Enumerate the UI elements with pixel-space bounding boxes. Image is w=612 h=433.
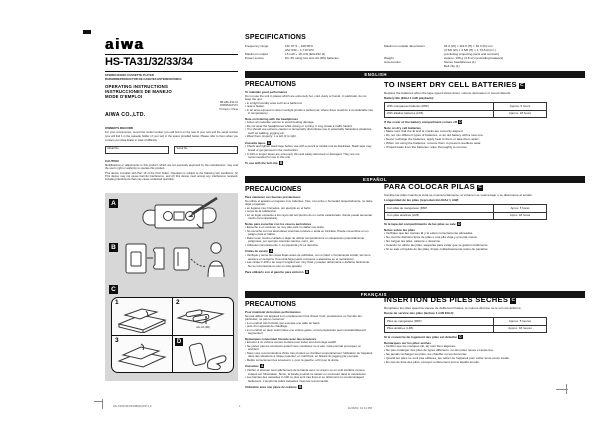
spec-value-dimensions-mm: 91.2 (W) × 116.5 (H) × 36.3 (D) mm bbox=[444, 44, 493, 48]
heading-cassette-en: Cassette tapes A bbox=[245, 140, 271, 145]
battery-notes-heading-en: Note on dry cell batteries bbox=[384, 125, 421, 130]
caution-paragraph-1: Modifications or adjustments to this product, which are not expressly approved by the manufacturer, may void the user's right or authority to operate this product. bbox=[105, 163, 238, 171]
battery-notes-heading-es: Notas sobre las pilas bbox=[384, 227, 415, 232]
table-cell-type: Piles alcalines (LR6) bbox=[385, 325, 494, 332]
bullet-item: • Make sure that the ⊕ and ⊖ marks are correctly aligned. bbox=[384, 130, 585, 134]
caution-paragraph-2: This device complies with Part 15 of the FCC Rules. Operation is subject to the following two conditions: (1) This device may not cause harmful interference, and (2) this device must accept any interference received, including interference that may cause undesired operation. bbox=[105, 171, 238, 182]
bullet-item: • cerca de la calefacción bbox=[245, 210, 373, 214]
figure-ref-c: C bbox=[478, 185, 482, 190]
batteries-intro-es: Cambie las pilas cuando la cinta se mueva lentamente, el volumen se vuelva bajo o se distorsione el sonido. bbox=[384, 192, 533, 197]
battery-notes-heading-fr: Remarques sur les piles sèches bbox=[384, 340, 431, 345]
figure-panel bbox=[105, 193, 238, 381]
battery-life-table-fr bbox=[384, 317, 547, 332]
document-codes bbox=[220, 101, 238, 111]
precautions-section-es bbox=[245, 186, 373, 275]
bullet-item: • Never recharge the batteries, apply heat to them or take them apart. bbox=[384, 138, 585, 142]
table-row bbox=[385, 212, 547, 219]
figure-ref-a: A bbox=[267, 140, 271, 145]
divider bbox=[105, 54, 238, 55]
bullet-item: • No mezcle distintos tipos de pilas o una pila vieja y una pila nueva. bbox=[384, 236, 585, 240]
figure-ref-b: B bbox=[305, 269, 309, 274]
bullet-item: • Las cintas C-100 o de mayor longitud son muy finas y pueden deformarse o dañarse fácilmente. No se recomienda su uso en este aparato. bbox=[245, 261, 373, 268]
bullet-item: • Ne jamais recharger les piles, les chauffer ou les démonter. bbox=[384, 353, 585, 357]
bullet-item: • Les bandes des cassettes C-100 ou plus sont très fines et se déforment ou s'endommagent facilement. L'emploi de telles cassettes n'est pas recommandé. bbox=[245, 376, 373, 383]
bullet-item: • Utilícelos correctamente: L es izquierda y R es derecha. bbox=[245, 244, 373, 248]
battery-steps-box bbox=[111, 297, 234, 373]
spec-label-power: Power source bbox=[245, 55, 264, 60]
bullet-item: • En cas de fuite des piles, essuyez entièrement tout le liquide écoulé. bbox=[384, 361, 585, 365]
specifications-right bbox=[384, 45, 585, 68]
figure-label-c: C bbox=[109, 285, 118, 294]
battery-life-heading-es: Longevidad de las pilas (reproducción EIAJ 1 mW) bbox=[384, 198, 459, 203]
bullet-item: • When not using the batteries, remove them to prevent needless wear. bbox=[384, 142, 585, 146]
heading-performance-fr: Pour maintenir de bonnes performances bbox=[245, 310, 301, 314]
heading-performance-es: Para mantener sus buenas prestaciones bbox=[245, 195, 301, 199]
bullet-item: • near a heater bbox=[245, 105, 373, 109]
crop-mark bbox=[94, 401, 102, 402]
figure-label-d: D bbox=[176, 339, 182, 346]
figure-label-a: A bbox=[109, 199, 118, 208]
spec-value-accessory-1: Stereo headphones (1) bbox=[444, 59, 476, 64]
spec-value-fm: FM: 87.5 – 108 MHz bbox=[285, 44, 314, 48]
cover-heading-es: Si la tapa del compartimiento de las pilas se sale D bbox=[384, 221, 461, 227]
bullet-item: • en un lugar expuesto a los rayos del sol (dentro de un coche estacionado, donde puede aumentar mucho la temperatura) bbox=[245, 214, 373, 221]
figure-ref-b: B bbox=[299, 384, 302, 389]
printed-in: Printed in China bbox=[219, 107, 238, 111]
footer-file-reference: HS-TA31/32/33/34B(1)AKP 2,3 bbox=[113, 404, 152, 408]
batteries-section-es bbox=[384, 183, 585, 251]
figure-ref-c: C bbox=[511, 298, 516, 303]
bullet-item: • Do not mix different types of batteries, or an old battery with a new one. bbox=[384, 134, 585, 138]
company-name: AIWA CO.,LTD. bbox=[105, 111, 146, 118]
figure-ref-d: D bbox=[459, 119, 462, 124]
bullet-item: • en lugares muy húmedos, por ejemplo en el baño bbox=[245, 207, 373, 211]
table-cell-type: With manganese batteries (R6P) bbox=[385, 103, 494, 110]
bullet-item: • Vérifier et éliminer tout relâchement de la bande avec un crayon ou un outil similaire comme indiqué sur l'illustration. Sinon, la bande pourrait se casser ou s'enrouler dans le mécanisme. bbox=[245, 369, 373, 376]
spec-value-weight: Approx. 106 g (3.8 oz) (excluding batteries) bbox=[444, 55, 504, 60]
step-number-2: 2 bbox=[176, 299, 180, 307]
table-cell-type: Piles au manganèse (R6P) bbox=[385, 318, 494, 325]
spec-label-output: Maximum output bbox=[245, 51, 268, 56]
bullet-item: • Ne pas mélanger des piles de types différents, ou des piles neuve et ancienne. bbox=[384, 349, 585, 353]
table-cell-type: With alkaline batteries (LR6) bbox=[385, 110, 494, 117]
heading-cassette-fr: Cassettes A bbox=[245, 364, 264, 369]
spec-value-dimensions-note: (excluding projecting parts and controls) bbox=[444, 51, 499, 56]
spec-label-dimensions: Maximum outside dimensions bbox=[384, 44, 425, 48]
bullet-item: • Si se sale el líquido de las pilas, limpie cuidadosamente antes de sacarlas. bbox=[384, 248, 585, 252]
intro-performance-fr: Ne pas utiliser cet appareil à un emplacement très chaud, froid, poussiéreux ou humide. En particulier, ne pas le conserver: bbox=[245, 313, 362, 322]
bullet-item: • Wear them properly: L is left, R is right. bbox=[245, 135, 373, 139]
heading-performance-en: To maintain good performance bbox=[245, 90, 288, 94]
cover-heading-fr: Si le couvercle du logement des piles est détaché D bbox=[384, 334, 462, 340]
step-number-1: 1 bbox=[115, 299, 119, 307]
bullet-item: • Check and tighten slack tape before use with a pencil or similar tool as illustrated. Slack tape may break or get jammed in the mechanism. bbox=[245, 145, 373, 152]
heading-headphones-en: Note on listening with the headphones bbox=[245, 116, 298, 121]
bullet-item: • Écouter à un volume sonore modéré pour éviter tout dommage auditif. bbox=[245, 341, 373, 345]
aiwa-logo: aiwa bbox=[105, 36, 145, 53]
bullet-item: • Ne portez pas les écouteurs quand vous conduisez ou à vélo. Cela pourrait provoquer un accident. bbox=[245, 345, 373, 352]
cover-heading-en: If the cover of the battery compartment comes off D bbox=[384, 119, 462, 125]
instructions-line-es: INSTRUCCIONES DE MANEJO bbox=[105, 88, 172, 94]
owners-record-heading: OWNER'S RECORD bbox=[105, 125, 134, 130]
serial-no-box: Serial No. bbox=[174, 146, 238, 154]
specifications-left bbox=[245, 45, 377, 61]
table-row bbox=[385, 318, 547, 325]
batteries-section-fr bbox=[384, 296, 585, 364]
language-label-english: ENGLISH bbox=[364, 71, 387, 77]
battery-life-table-es bbox=[384, 204, 547, 219]
table-row bbox=[385, 103, 547, 110]
intro-performance-en: Do not use the unit in places which are extremely hot, cold, dusty or humid. In particular, do not keep the unit: bbox=[245, 93, 367, 102]
bullet-item: • If liquid leaks from the batteries, wipe thoroughly to remove. bbox=[384, 146, 585, 150]
batteries-intro-fr: Remplacer les piles quand la vitesse de défilement baisse, le volume diminue ou le son est déformé. bbox=[384, 305, 522, 310]
close-battery-cover-illustration bbox=[115, 343, 169, 369]
table-row bbox=[385, 205, 547, 212]
batteries-title-es: PARA COLOCAR PILAS C bbox=[384, 182, 482, 191]
belt-clip-illustration bbox=[120, 239, 235, 279]
table-cell-life: Approx. 18 hours bbox=[494, 110, 547, 117]
table-row bbox=[385, 325, 547, 332]
footer-timestamp: 11/26/02, 10:14 PM bbox=[347, 406, 372, 410]
battery-size-caption: size AA (R6) bbox=[196, 326, 210, 330]
precautions-title-en: PRECAUTIONS bbox=[245, 81, 296, 88]
bullet-item: • No cargue las pilas, caliente o desarme. bbox=[384, 240, 585, 244]
step-number-3: 3 bbox=[115, 337, 119, 345]
table-cell-type: Con pilas alcalinas (LR6) bbox=[385, 212, 494, 219]
figure-ref-b: B bbox=[279, 161, 283, 166]
precautions-section-fr bbox=[245, 301, 373, 390]
caution-heading: CAUTION bbox=[105, 158, 119, 163]
open-battery-compartment-illustration bbox=[115, 307, 169, 333]
heading-belt-clip-fr: Utilisation avec une pince de ceinture B bbox=[245, 384, 302, 390]
batteries-title-en: TO INSERT DRY CELL BATTERIES C bbox=[384, 80, 524, 89]
batteries-intro-en: Replace the batteries when the tape speed slows down, volume decreases or sound distorts. bbox=[384, 90, 512, 95]
figure-label-b: B bbox=[109, 243, 118, 252]
divider bbox=[112, 335, 233, 336]
table-cell-type: Con pilas de manganeso (R6P) bbox=[385, 205, 494, 212]
spec-value-power: DC 3V using two size AA (R6) batteries bbox=[285, 55, 339, 60]
bullet-item: • in an area exposed to direct sunlight (inside a parked car, where there could be a considerable rise in temperature) bbox=[245, 109, 373, 116]
bullet-item: • You should use extreme caution or temporarily discontinue use in potentially hazardous situations, such as walking, jogging etc. bbox=[245, 128, 373, 135]
bullet-item: • Cuando no utilice las pilas, sáquelas para evitar que se gasten inútilmente. bbox=[384, 244, 585, 248]
table-cell-life: Approx. 5 hours bbox=[494, 103, 547, 110]
bullet-item: • Escuche a un volumen no muy alto para no dañar sus oídos. bbox=[245, 226, 373, 230]
batteries-title-fr: INSERTION DES PILES SECHES C bbox=[384, 295, 516, 304]
crop-mark bbox=[566, 384, 567, 394]
heading-headphones-fr: Remarques concernant l'écoute avec des écouteurs bbox=[245, 336, 317, 341]
precautions-title-es: PRECAUCIONES bbox=[245, 186, 302, 193]
table-row bbox=[385, 110, 547, 117]
bullet-item: • Listen at moderate volume to avoid hearing damage. bbox=[245, 121, 373, 125]
bullet-item: • in a high humidity area such as a bathroom bbox=[245, 102, 373, 106]
figure-ref-a: A bbox=[270, 249, 273, 254]
figure-ref-c: C bbox=[520, 83, 524, 88]
bullet-item: • C-100 or longer tapes are extremely thin and easily deformed or damaged. They are not recommended for use in this unit. bbox=[245, 153, 373, 160]
intro-performance-es: No utilice el aparato en lugares muy calientes, fríos, con polvo o humedad. Especialmente, no debe dejar el aparato: bbox=[245, 198, 373, 207]
instructions-line-en: OPERATING INSTRUCTIONS bbox=[105, 84, 169, 89]
registration-mark bbox=[83, 30, 91, 34]
divider bbox=[105, 71, 238, 72]
bullet-item: • à un endroit très humide, par exemple une salle de bains bbox=[245, 322, 373, 326]
masthead-column bbox=[105, 38, 238, 381]
spec-label-accessories: Accessories bbox=[384, 59, 401, 64]
table-cell-life: Approx. 5 heures bbox=[494, 318, 547, 325]
insert-batteries-illustration bbox=[175, 306, 227, 325]
bullet-item: • Quand les piles ne sont pas utilisées, les retirer de l'appareil pour éviter toute usure inutile. bbox=[384, 357, 585, 361]
cassette-pencil-illustration bbox=[125, 193, 233, 237]
product-type-es: RADIORREPRODUCTOR DE CASETES ESTEREOFÓNICO bbox=[105, 76, 182, 81]
heading-belt-clip-es: Para utilizarlo con el gancho para cinturón B bbox=[245, 269, 309, 275]
table-cell-life: Approx. 18 heures bbox=[494, 325, 547, 332]
bullet-item: • Do not wear the headphones while driving or cycling. It may create a traffic hazard. bbox=[245, 125, 373, 129]
specifications-title: SPECIFICATIONS bbox=[245, 34, 307, 41]
cover-hand-illustration bbox=[185, 341, 231, 370]
language-label-francais: FRANÇAIS bbox=[360, 291, 387, 297]
bullet-item: • Debe tener mucho cuidado o dejar de utilizar temporalmente en situaciones potencialmente peligrosas, por ejemplo mientras camina, corre, etc. bbox=[245, 237, 373, 244]
spec-value-am: AM: 530 – 1,710 kHz bbox=[285, 47, 314, 52]
heading-belt-clip-en: To use with the belt clip B bbox=[245, 161, 283, 166]
bullet-item: • à un endroit en plein soleil (dans une voiture garée, où la température peut considérablement augmenter) bbox=[245, 329, 373, 336]
table-cell-life: Aprox. 5 horas bbox=[494, 205, 547, 212]
bullet-item: • Vérifier que les marques (⊕, ⊖) sont bien alignées. bbox=[384, 345, 585, 349]
doc-code-1: 8B-HBL-910-01 bbox=[219, 101, 238, 104]
model-number-title: HS-TA31/32/33/34 bbox=[105, 56, 193, 68]
bullet-item: • Verifique y tense las cintas flojas antes de utilizarlas, con un lápiz o herramienta similar, tal como aparece en la figura. Una cinta floja puede romperse o atascarse en el mecanismo. bbox=[245, 254, 373, 261]
battery-life-heading-en: Battery life (EIAJ 1 mW playback): bbox=[384, 96, 435, 101]
bullet-item: • Mettre correctement les écouteurs: L pour la gauche, et R pour la droite. bbox=[245, 359, 373, 363]
table-cell-life: Aprox. 18 horas bbox=[494, 212, 547, 219]
bullet-item: • Verifique que las marcas ⊕ y ⊖ estén correctamente alineadas. bbox=[384, 232, 585, 236]
model-no-box: Model No. bbox=[105, 146, 169, 154]
precautions-section-en bbox=[245, 81, 373, 166]
spec-value-dimensions-in: (3 5/8 (W) × 4 5/8 (H) × 1 7/16 (D) in.) bbox=[444, 47, 496, 52]
operating-instructions-heading bbox=[105, 85, 238, 100]
doc-code-2: 000825AKP-PX bbox=[219, 104, 238, 108]
spec-label-weight: Weight bbox=[384, 55, 394, 60]
heading-cassette-es: Cintas de casete A bbox=[245, 249, 273, 254]
figure-ref-d: D bbox=[458, 221, 461, 226]
figure-ref-a: A bbox=[261, 364, 264, 369]
bullet-item: • Nous vous recommandons d'être très prudent ou d'arrêter temporairement l'utilisation de l'appareil dans des situations à risque potentiel, en marchant, en faisant du jogging par exemple. bbox=[245, 352, 373, 359]
battery-life-table-en bbox=[384, 102, 547, 117]
crop-mark bbox=[102, 399, 103, 409]
battery-life-heading-fr: Durée de service des piles (lecture 1 mW EIAJ): bbox=[384, 311, 454, 316]
bullet-item: • près d'un appareil de chauffage bbox=[245, 325, 373, 329]
language-bar-english bbox=[245, 71, 585, 78]
record-boxes bbox=[105, 146, 238, 154]
figure-ref-d: D bbox=[459, 334, 462, 339]
spec-value-output: 15 mW + 15 mW (EIAJ/32 Ω) bbox=[285, 51, 326, 56]
bullet-item: • No escuche con los auriculares mientras conduce o anda en bicicleta. Puede convertirse en un peligro para el tráfico. bbox=[245, 230, 373, 237]
precautions-title-fr: PRECAUTIONS bbox=[245, 301, 296, 308]
language-label-espanol: ESPAÑOL bbox=[363, 176, 387, 182]
product-type-en: STEREO RADIO CASSETTE PLAYER bbox=[105, 73, 154, 77]
owners-record-text: For your convenience, record the model number (you will find it on the rear of your set) and the serial number (you will find it in the cassette holder of your set) in the space provided below. Please refer to them when you contact your Aiwa dealer in case of difficulty. bbox=[105, 130, 238, 142]
instructions-line-fr: MODE D'EMPLOI bbox=[105, 93, 143, 99]
spec-label-frequency: Frequency range bbox=[245, 44, 269, 48]
batteries-section-en bbox=[384, 81, 585, 149]
page-number: 1 bbox=[239, 404, 241, 408]
heading-headphones-es: Notas para escuchar con los cascos auriculares bbox=[245, 221, 312, 226]
spec-value-accessory-2: Belt clip (1) bbox=[444, 63, 460, 68]
